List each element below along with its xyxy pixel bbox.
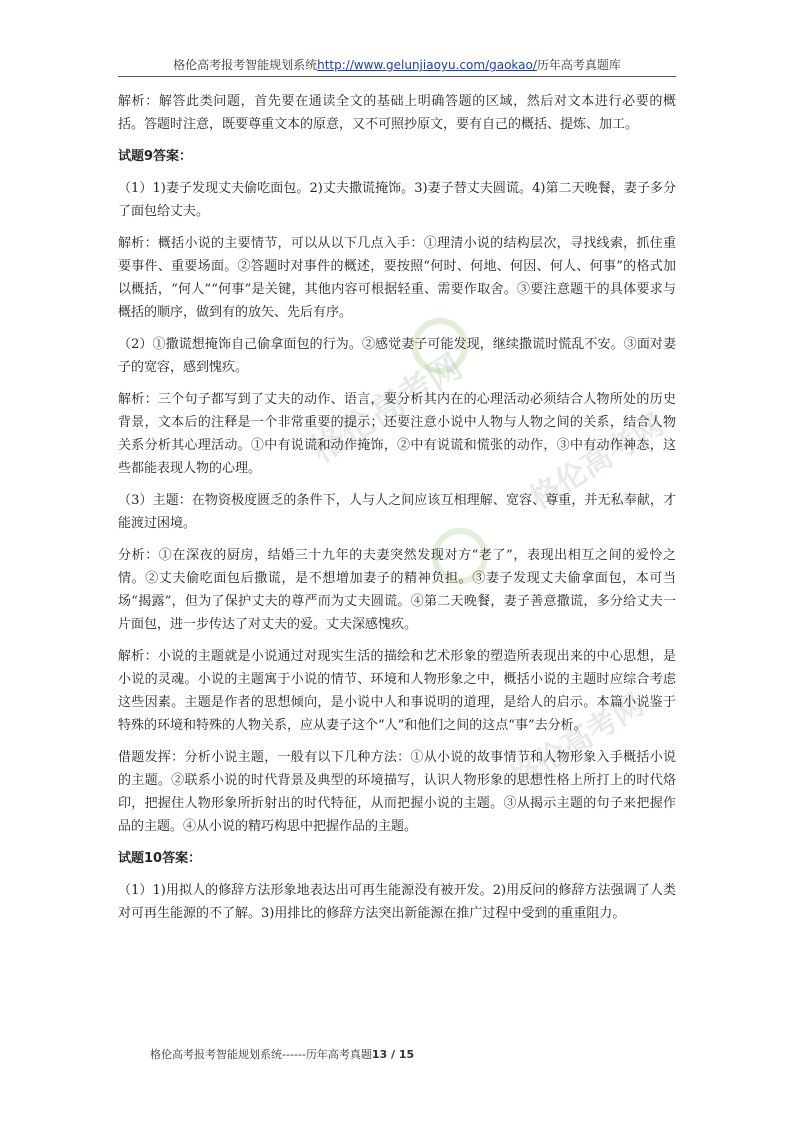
paragraph: 解析：三个句子都写到了丈夫的动作、语言，要分析其内在的心理活动必须结合人物所处的历史背景，文本后的注释是一个非常重要的提示；还要注意小说中人物与人物之间的关系，结合人物关系分析其心理活动。①中有说谎和动作掩饰，②中有说谎和慌张的动作，③中有动作神态，这些都能表现人物的心理。 — [118, 392, 676, 476]
page-footer — [150, 1046, 414, 1062]
page-number: 13 / 15 — [371, 1048, 415, 1061]
paragraph: （2）①撒谎想掩饰自己偷拿面包的行为。②感觉妻子可能发现，继续撒谎时慌乱不安。③面对妻子的宽容，感到愧疚。 — [118, 337, 676, 375]
watermark-text: 格伦高考网 — [504, 687, 650, 797]
section-heading: 试题10答案： — [118, 851, 202, 866]
header-divider — [118, 76, 676, 77]
watermark-text: 格伦高考网 — [524, 407, 670, 517]
paragraph: 解析：解答此类问题，首先要在通读全文的基础上明确答题的区域，然后对文本进行必要的概括。答题时注意，既要尊重文本的原意，又不可照抄原文，要有自己的概括、提炼、加工。 — [118, 94, 676, 132]
paragraph: （1）1)妻子发现丈夫偷吃面包。2)丈夫撒谎掩饰。3)妻子替丈夫圆谎。4)第二天晚餐，妻子多分了面包给丈夫。 — [118, 181, 676, 219]
footer-text: 格伦高考报考智能规划系统------历年高考真题 — [150, 1048, 372, 1061]
paragraph: （1）1)用拟人的修辞方法形象地表达出可再生能源没有被开发。2)用反问的修辞方法强调了人类对可再生能源的不了解。3)用排比的修辞方法突出新能源在推广过程中受到的重重阻力。 — [118, 883, 676, 921]
paragraph: 分析：①在深夜的厨房，结婚三十九年的夫妻突然发现对方“老了”，表现出相互之间的爱怜之情。②丈夫偷吃面包后撒谎，是不想增加妻子的精神负担。③妻子发现丈夫偷拿面包，本可当场“揭露”，但为了保护丈夫的尊严而为丈夫圆谎。④第二天晚餐，妻子善意撒谎，多分给丈夫一片面包，进一步传达了对丈夫的爱。丈夫深感愧疚。 — [118, 548, 676, 632]
header-suffix: 历年高考真题库 — [536, 58, 621, 72]
paragraph: 解析：小说的主题就是小说通过对现实生活的描绘和艺术形象的塑造所表现出来的中心思想，是小说的灵魂。小说的主题寓于小说的情节、环境和人物形象之中，概括小说的主题时应综合考虑这些因素。主题是作者的思想倾向，是小说中人和事说明的道理，是给人的启示。本篇小说鉴于特殊的环境和特殊的人物关系，应从妻子这个“人”和他们之间的这点“事”去分析。 — [118, 649, 676, 733]
watermark-text: 格伦高考网 — [304, 346, 470, 471]
document-body — [118, 90, 676, 934]
header-link[interactable]: http://www.gelunjiaoyu.com/gaokao/ — [317, 58, 537, 72]
page-header — [118, 56, 676, 73]
paragraph: （3）主题：在物资极度匮乏的条件下，人与人之间应该互相理解、宽容、尊重，并无私奉献，才能渡过困境。 — [118, 493, 676, 531]
paragraph: 借题发挥：分析小说主题，一般有以下几种方法：①从小说的故事情节和人物形象入手概括小说的主题。②联系小说的时代背景及典型的环境描写，认识人物形象的思想性格上所打上的时代烙印，把握住人物形象所折射出的时代特征，从而把握小说的主题。③从揭示主题的句子来把握作品的主题。④从小说的精巧构思中把握作品的主题。 — [118, 750, 676, 834]
paragraph: 解析：概括小说的主要情节，可以从以下几点入手：①理清小说的结构层次，寻找线索，抓住重要事件、重要场面。②答题时对事件的概述，要按照“何时、何地、何因、何人、何事”的格式加以概括，“何人”“何事”是关键，其他内容可根据轻重、需要作取舍。③要注意题干的具体要求与概括的顺序，做到有的放矢、先后有序。 — [118, 236, 676, 320]
header-title: 格伦高考报考智能规划系统 — [173, 58, 318, 72]
section-heading: 试题9答案： — [118, 149, 193, 164]
